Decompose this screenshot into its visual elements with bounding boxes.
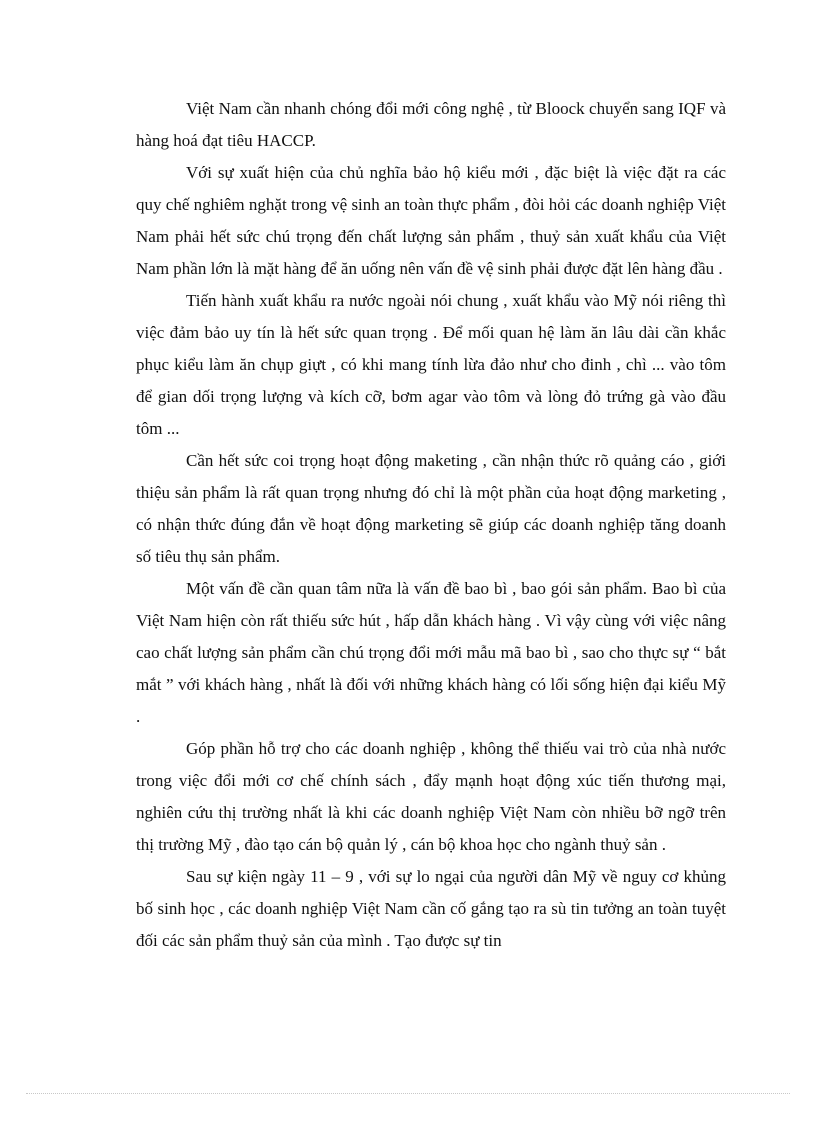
paragraph-reputation: Tiến hành xuất khẩu ra nước ngoài nói chung , xuất khẩu vào Mỹ nói riêng thì việc đảm bảo uy tín là hết sức quan trọng . Để mối quan hệ làm ăn lâu dài cần khắc phục kiểu làm ăn chụp giựt , có khi mang tính lừa đảo như cho đinh , chì ... vào tôm để gian dối trọng lượng và kích cỡ, bơm agar vào tôm và lòng đỏ trứng gà vào đầu tôm ...: [136, 291, 726, 438]
paragraph-marketing: Cần hết sức coi trọng hoạt động maketing , cần nhận thức rõ quảng cáo , giới thiệu sản phẩm là rất quan trọng nhưng đó chỉ là một phần của hoạt động marketing , có nhận thức đúng đắn về hoạt động marketing sẽ giúp các doanh nghiệp tăng doanh số tiêu thụ sản phẩm.: [136, 451, 726, 566]
paragraph-packaging: Một vấn đề cần quan tâm nữa là vấn đề bao bì , bao gói sản phẩm. Bao bì của Việt Nam hiện còn rất thiếu sức hút , hấp dẫn khách hàng . Vì vậy cùng với việc nâng cao chất lượng sản phẩm cần chú trọng đổi mới mẫu mã bao bì , sao cho thực sự “ bắt mắt ” với khách hàng , nhất là đối với những khách hàng có lối sống hiện đại kiểu Mỹ .: [136, 579, 726, 726]
paragraph-state-support: Góp phần hỗ trợ cho các doanh nghiệp , không thể thiếu vai trò của nhà nước trong việc đổi mới cơ chế chính sách , đẩy mạnh hoạt động xúc tiến thương mại, nghiên cứu thị trường nhất là khi các doanh nghiệp Việt Nam còn nhiều bỡ ngỡ trên thị trường Mỹ , đào tạo cán bộ quản lý , cán bộ khoa học cho ngành thuỷ sản .: [136, 739, 726, 854]
document-body: [136, 93, 726, 957]
paragraph-bioterrorism: Sau sự kiện ngày 11 – 9 , với sự lo ngại của người dân Mỹ về nguy cơ khủng bố sinh học , các doanh nghiệp Việt Nam cần cố gắng tạo ra sù tin tưởng an toàn tuyệt đối các sản phẩm thuỷ sản của mình . Tạo được sự tin: [136, 867, 726, 950]
paragraph-technology: Việt Nam cần nhanh chóng đổi mới công nghệ , từ Bloock chuyển sang IQF và hàng hoá đạt tiêu HACCP.: [136, 99, 726, 150]
page-bottom-divider: [26, 1093, 790, 1094]
paragraph-protectionism: Với sự xuất hiện của chủ nghĩa bảo hộ kiểu mới , đặc biệt là việc đặt ra các quy chế nghiêm nghặt trong vệ sinh an toàn thực phẩm , đòi hỏi các doanh nghiệp Việt Nam phải hết sức chú trọng đến chất lượng sản phẩm , thuỷ sản xuất khẩu của Việt Nam phần lớn là mặt hàng để ăn uống nên vấn đề vệ sinh phải được đặt lên hàng đầu .: [136, 163, 726, 278]
